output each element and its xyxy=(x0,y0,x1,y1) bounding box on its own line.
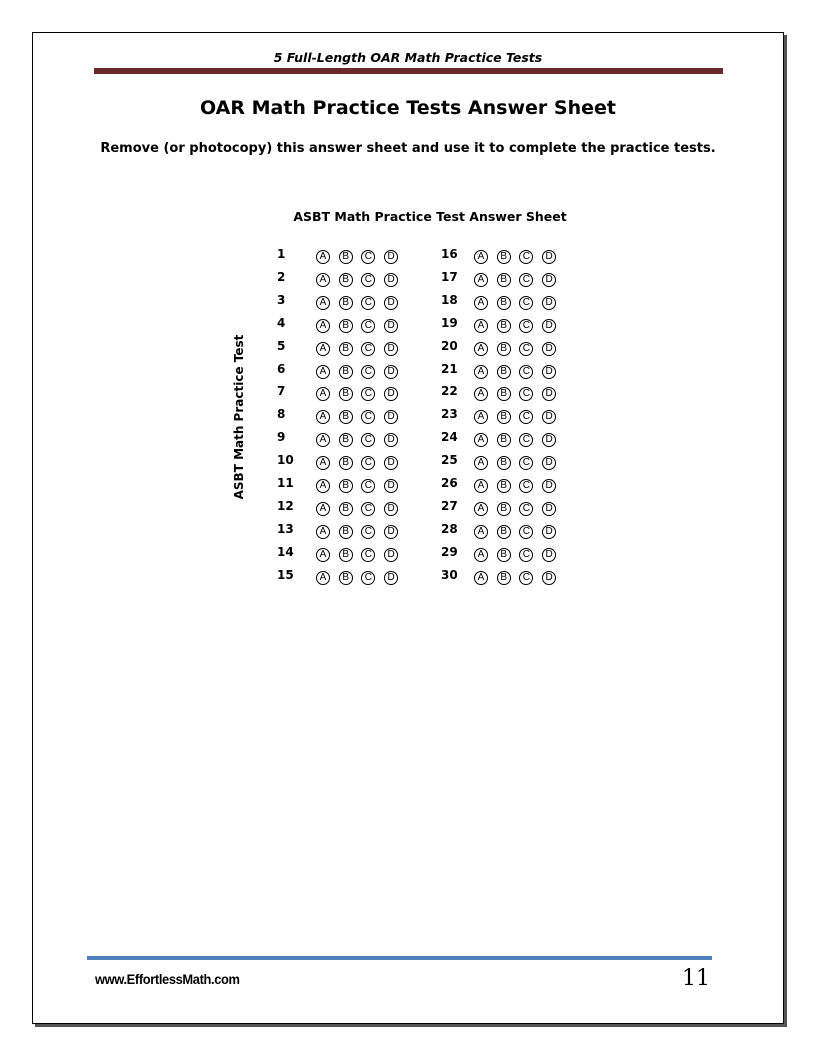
question-number: 3 xyxy=(277,292,286,307)
answer-bubble-c[interactable]: C xyxy=(361,365,375,379)
answer-bubble-b[interactable]: B xyxy=(497,342,511,356)
question-number: 28 xyxy=(441,521,458,536)
answer-bubble-d[interactable]: D xyxy=(542,571,556,585)
question-number: 2 xyxy=(277,269,286,284)
answer-bubble-b[interactable]: B xyxy=(339,410,353,424)
question-number: 27 xyxy=(441,498,458,513)
answer-bubble-a[interactable]: A xyxy=(316,342,330,356)
answer-bubble-d[interactable]: D xyxy=(384,502,398,516)
answer-bubble-c[interactable]: C xyxy=(361,571,375,585)
question-number: 29 xyxy=(441,544,458,559)
question-number: 15 xyxy=(277,567,294,582)
answer-bubble-c[interactable]: C xyxy=(519,433,533,447)
answer-bubble-a[interactable]: A xyxy=(474,456,488,470)
answer-bubble-d[interactable]: D xyxy=(542,502,556,516)
answer-bubble-a[interactable]: A xyxy=(474,365,488,379)
answer-bubble-c[interactable]: C xyxy=(519,525,533,539)
answer-bubble-b[interactable]: B xyxy=(339,502,353,516)
header-rule xyxy=(94,68,723,74)
footer-rule xyxy=(87,956,712,960)
answer-bubble-b[interactable]: B xyxy=(339,342,353,356)
answer-bubble-c[interactable]: C xyxy=(519,342,533,356)
answer-bubble-a[interactable]: A xyxy=(316,525,330,539)
question-number: 7 xyxy=(277,384,286,399)
answer-bubble-d[interactable]: D xyxy=(384,387,398,401)
answer-bubble-d[interactable]: D xyxy=(384,479,398,493)
answer-bubble-c[interactable]: C xyxy=(361,342,375,356)
answer-bubble-c[interactable]: C xyxy=(519,410,533,424)
answer-bubble-b[interactable]: B xyxy=(339,273,353,287)
answer-bubble-d[interactable]: D xyxy=(542,273,556,287)
answer-bubble-b[interactable]: B xyxy=(339,250,353,264)
answer-bubble-b[interactable]: B xyxy=(497,365,511,379)
answer-bubble-c[interactable]: C xyxy=(361,548,375,562)
answer-bubble-d[interactable]: D xyxy=(384,525,398,539)
answer-bubble-a[interactable]: A xyxy=(316,319,330,333)
answer-bubble-b[interactable]: B xyxy=(339,456,353,470)
answer-bubble-c[interactable]: C xyxy=(519,548,533,562)
answer-bubble-a[interactable]: A xyxy=(474,525,488,539)
answer-bubble-a[interactable]: A xyxy=(316,410,330,424)
answer-bubble-b[interactable]: B xyxy=(497,525,511,539)
answer-bubble-c[interactable]: C xyxy=(519,250,533,264)
answer-bubble-c[interactable]: C xyxy=(361,296,375,310)
answer-bubble-a[interactable]: A xyxy=(316,365,330,379)
question-number: 4 xyxy=(277,315,286,330)
answer-bubble-b[interactable]: B xyxy=(497,319,511,333)
answer-bubble-b[interactable]: B xyxy=(339,433,353,447)
question-number: 26 xyxy=(441,476,458,490)
answer-bubble-b[interactable]: B xyxy=(497,296,511,310)
answer-bubble-b[interactable]: B xyxy=(339,387,353,401)
answer-bubble-c[interactable]: C xyxy=(361,273,375,287)
answer-bubble-b[interactable]: B xyxy=(339,479,353,493)
question-number: 11 xyxy=(277,476,294,490)
answer-bubble-d[interactable]: D xyxy=(542,296,556,310)
answer-bubble-c[interactable]: C xyxy=(361,502,375,516)
answer-bubble-d[interactable]: D xyxy=(542,342,556,356)
answer-bubble-c[interactable]: C xyxy=(361,250,375,264)
answer-bubble-b[interactable]: B xyxy=(497,456,511,470)
answer-bubble-c[interactable]: C xyxy=(519,319,533,333)
answer-bubble-a[interactable]: A xyxy=(316,250,330,264)
instruction-text: Remove (or photocopy) this answer sheet and use it to complete the practice tests. xyxy=(100,141,716,156)
question-number: 23 xyxy=(441,407,458,422)
answer-bubble-a[interactable]: A xyxy=(316,479,330,493)
answer-bubble-c[interactable]: C xyxy=(519,479,533,493)
question-number: 1 xyxy=(277,247,286,261)
question-number: 16 xyxy=(441,247,458,261)
question-number: 10 xyxy=(277,453,294,468)
question-number: 22 xyxy=(441,384,458,399)
question-number: 13 xyxy=(277,521,294,536)
answer-bubble-a[interactable]: A xyxy=(474,250,488,264)
answer-bubble-d[interactable]: D xyxy=(384,273,398,287)
question-number: 20 xyxy=(441,338,458,353)
answer-bubble-c[interactable]: C xyxy=(361,479,375,493)
answer-bubble-a[interactable]: A xyxy=(474,410,488,424)
answer-bubble-a[interactable]: A xyxy=(474,342,488,356)
question-number: 21 xyxy=(441,361,458,376)
question-number: 19 xyxy=(441,315,458,330)
answer-bubble-a[interactable]: A xyxy=(316,502,330,516)
question-number: 24 xyxy=(441,430,458,445)
answer-bubble-d[interactable]: D xyxy=(542,548,556,562)
answer-bubble-a[interactable]: A xyxy=(474,502,488,516)
question-number: 6 xyxy=(277,361,286,376)
answer-bubble-b[interactable]: B xyxy=(497,387,511,401)
answer-bubble-b[interactable]: B xyxy=(339,525,353,539)
answer-bubble-d[interactable]: D xyxy=(542,525,556,539)
answer-bubble-d[interactable]: D xyxy=(384,319,398,333)
answer-bubble-c[interactable]: C xyxy=(361,387,375,401)
answer-bubble-c[interactable]: C xyxy=(361,433,375,447)
question-number: 18 xyxy=(441,292,458,307)
page-title: OAR Math Practice Tests Answer Sheet xyxy=(200,97,616,119)
answer-bubble-c[interactable]: C xyxy=(361,410,375,424)
answer-bubble-a[interactable]: A xyxy=(474,296,488,310)
answer-bubble-a[interactable]: A xyxy=(316,433,330,447)
question-number: 14 xyxy=(277,544,294,559)
answer-bubble-a[interactable]: A xyxy=(316,456,330,470)
answer-bubble-b[interactable]: B xyxy=(339,296,353,310)
question-number: 17 xyxy=(441,269,458,284)
answer-bubble-a[interactable]: A xyxy=(474,319,488,333)
answer-bubble-b[interactable]: B xyxy=(497,433,511,447)
answer-bubble-b[interactable]: B xyxy=(339,571,353,585)
answer-bubble-d[interactable]: D xyxy=(384,456,398,470)
answer-sheet-title: ASBT Math Practice Test Answer Sheet xyxy=(293,209,567,224)
answer-bubble-a[interactable]: A xyxy=(474,479,488,493)
answer-bubble-c[interactable]: C xyxy=(519,273,533,287)
answer-bubble-c[interactable]: C xyxy=(519,296,533,310)
answer-bubble-a[interactable]: A xyxy=(316,273,330,287)
answer-bubble-d[interactable]: D xyxy=(542,456,556,470)
question-number: 25 xyxy=(441,453,458,468)
answer-bubble-d[interactable]: D xyxy=(542,365,556,379)
answer-bubble-a[interactable]: A xyxy=(474,433,488,447)
answer-bubble-d[interactable]: D xyxy=(542,479,556,493)
answer-bubble-a[interactable]: A xyxy=(316,548,330,562)
answer-bubble-d[interactable]: D xyxy=(384,365,398,379)
answer-bubble-b[interactable]: B xyxy=(339,548,353,562)
question-number: 5 xyxy=(277,338,286,353)
answer-bubble-c[interactable]: C xyxy=(519,387,533,401)
answer-bubble-b[interactable]: B xyxy=(339,365,353,379)
answer-bubble-c[interactable]: C xyxy=(361,319,375,333)
answer-bubble-d[interactable]: D xyxy=(384,433,398,447)
answer-bubble-d[interactable]: D xyxy=(384,548,398,562)
answer-bubble-d[interactable]: D xyxy=(384,342,398,356)
question-number: 30 xyxy=(441,567,458,582)
answer-bubble-c[interactable]: C xyxy=(361,525,375,539)
answer-bubble-a[interactable]: A xyxy=(474,273,488,287)
answer-bubble-a[interactable]: A xyxy=(474,571,488,585)
answer-bubble-d[interactable]: D xyxy=(542,433,556,447)
answer-bubble-b[interactable]: B xyxy=(497,548,511,562)
answer-bubble-d[interactable]: D xyxy=(384,571,398,585)
answer-bubble-a[interactable]: A xyxy=(316,387,330,401)
running-header: 5 Full-Length OAR Math Practice Tests xyxy=(273,50,543,65)
answer-bubble-d[interactable]: D xyxy=(542,319,556,333)
question-number: 9 xyxy=(277,430,286,445)
answer-bubble-c[interactable]: C xyxy=(519,571,533,585)
answer-bubble-a[interactable]: A xyxy=(474,548,488,562)
answer-bubble-c[interactable]: C xyxy=(519,502,533,516)
answer-bubble-b[interactable]: B xyxy=(497,273,511,287)
answer-bubble-d[interactable]: D xyxy=(542,387,556,401)
answer-bubble-d[interactable]: D xyxy=(542,410,556,424)
answer-bubble-b[interactable]: B xyxy=(339,319,353,333)
answer-sheet-side-label: ASBT Math Practice Test xyxy=(232,334,246,500)
answer-bubble-a[interactable]: A xyxy=(316,571,330,585)
answer-bubble-d[interactable]: D xyxy=(384,250,398,264)
answer-bubble-b[interactable]: B xyxy=(497,502,511,516)
answer-bubble-c[interactable]: C xyxy=(519,365,533,379)
answer-bubble-b[interactable]: B xyxy=(497,410,511,424)
answer-bubble-c[interactable]: C xyxy=(361,456,375,470)
answer-bubble-b[interactable]: B xyxy=(497,571,511,585)
answer-bubble-b[interactable]: B xyxy=(497,250,511,264)
footer-website: www.EffortlessMath.com xyxy=(95,971,240,987)
answer-bubble-a[interactable]: A xyxy=(316,296,330,310)
answer-bubble-a[interactable]: A xyxy=(474,387,488,401)
question-number: 8 xyxy=(277,407,286,422)
page-number: 11 xyxy=(682,966,710,991)
answer-bubble-d[interactable]: D xyxy=(384,296,398,310)
answer-bubble-b[interactable]: B xyxy=(497,479,511,493)
answer-bubble-d[interactable]: D xyxy=(384,410,398,424)
question-number: 12 xyxy=(277,498,294,513)
answer-bubble-d[interactable]: D xyxy=(542,250,556,264)
page-frame xyxy=(32,32,784,1024)
answer-bubble-c[interactable]: C xyxy=(519,456,533,470)
